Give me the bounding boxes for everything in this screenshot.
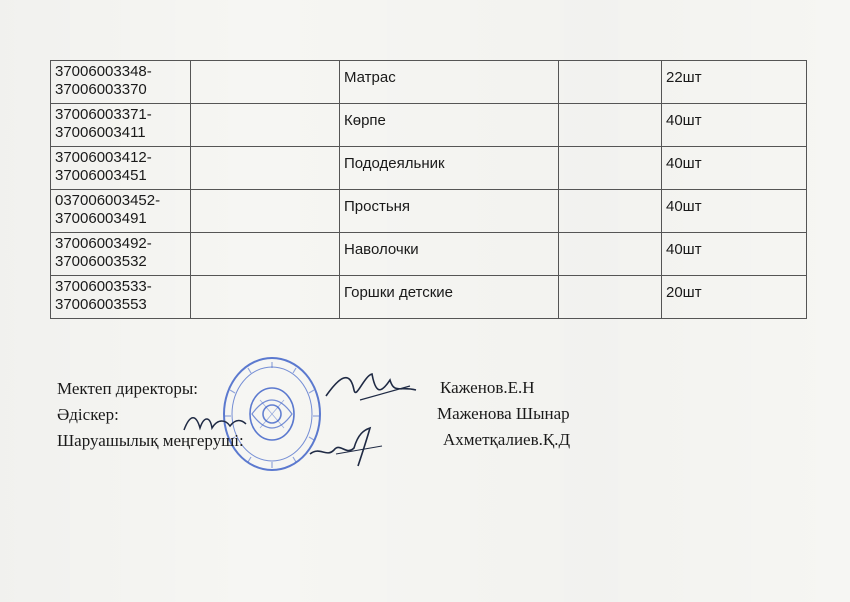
table-row: [51, 147, 807, 190]
director-signature: [320, 366, 420, 406]
item-quantity: [662, 61, 807, 104]
blank-cell: [191, 276, 340, 319]
methodist-role: Әдіскер:: [57, 405, 119, 424]
item-quantity: [662, 276, 807, 319]
item-code-range: [51, 104, 191, 147]
item-quantity-text: 40шт: [666, 112, 702, 129]
item-code-range-text: 37006003348- 37006003370: [55, 63, 152, 98]
item-code-range-text: 037006003452- 37006003491: [55, 192, 161, 227]
item-name: [340, 190, 559, 233]
item-code-range-text: 37006003533- 37006003553: [55, 278, 152, 313]
blank-cell: [559, 233, 662, 276]
item-name-text: Простьня: [344, 198, 411, 215]
blank-cell: [559, 61, 662, 104]
blank-cell: [191, 190, 340, 233]
blank-cell: [191, 104, 340, 147]
item-code-range-text: 37006003371- 37006003411: [55, 106, 152, 141]
methodist-name: Маженова Шынар: [437, 404, 570, 423]
blank-cell: [559, 276, 662, 319]
housekeeping-name: Ахметқалиев.Қ.Д: [443, 430, 571, 449]
item-name: [340, 276, 559, 319]
table-row: [51, 61, 807, 104]
item-quantity-text: 20шт: [666, 284, 702, 301]
item-code-range: [51, 61, 191, 104]
blank-cell: [559, 104, 662, 147]
item-code-range: [51, 276, 191, 319]
item-quantity: [662, 104, 807, 147]
inventory-table: [50, 60, 807, 319]
table-row: [51, 276, 807, 319]
item-name: [340, 147, 559, 190]
methodist-signature: [180, 408, 250, 436]
item-code-range: [51, 233, 191, 276]
blank-cell: [559, 147, 662, 190]
director-role: Мектеп директоры:: [57, 379, 198, 398]
item-name-text: Көрпе: [344, 112, 386, 129]
item-code-range-text: 37006003412- 37006003451: [55, 149, 152, 184]
item-code-range: [51, 190, 191, 233]
item-quantity-text: 40шт: [666, 198, 702, 215]
item-name-text: Матрас: [344, 69, 396, 86]
blank-cell: [191, 61, 340, 104]
item-quantity-text: 22шт: [666, 69, 702, 86]
item-code-range-text: 37006003492- 37006003532: [55, 235, 152, 270]
housekeeping-role: Шаруашылық меңгерушi:: [57, 431, 244, 450]
housekeeping-signature: [306, 424, 386, 468]
director-name: Каженов.Е.Н: [440, 378, 535, 397]
item-quantity: [662, 190, 807, 233]
item-quantity: [662, 233, 807, 276]
item-name: [340, 61, 559, 104]
blank-cell: [191, 147, 340, 190]
item-name: [340, 104, 559, 147]
item-name: [340, 233, 559, 276]
blank-cell: [559, 190, 662, 233]
item-quantity-text: 40шт: [666, 155, 702, 172]
table-row: [51, 104, 807, 147]
item-name-text: Наволочки: [344, 241, 419, 258]
blank-cell: [191, 233, 340, 276]
item-code-range: [51, 147, 191, 190]
item-quantity-text: 40шт: [666, 241, 702, 258]
item-quantity: [662, 147, 807, 190]
item-name-text: Пододеяльник: [344, 155, 445, 172]
table-row: [51, 233, 807, 276]
item-name-text: Горшки детские: [344, 284, 454, 301]
table-row: [51, 190, 807, 233]
